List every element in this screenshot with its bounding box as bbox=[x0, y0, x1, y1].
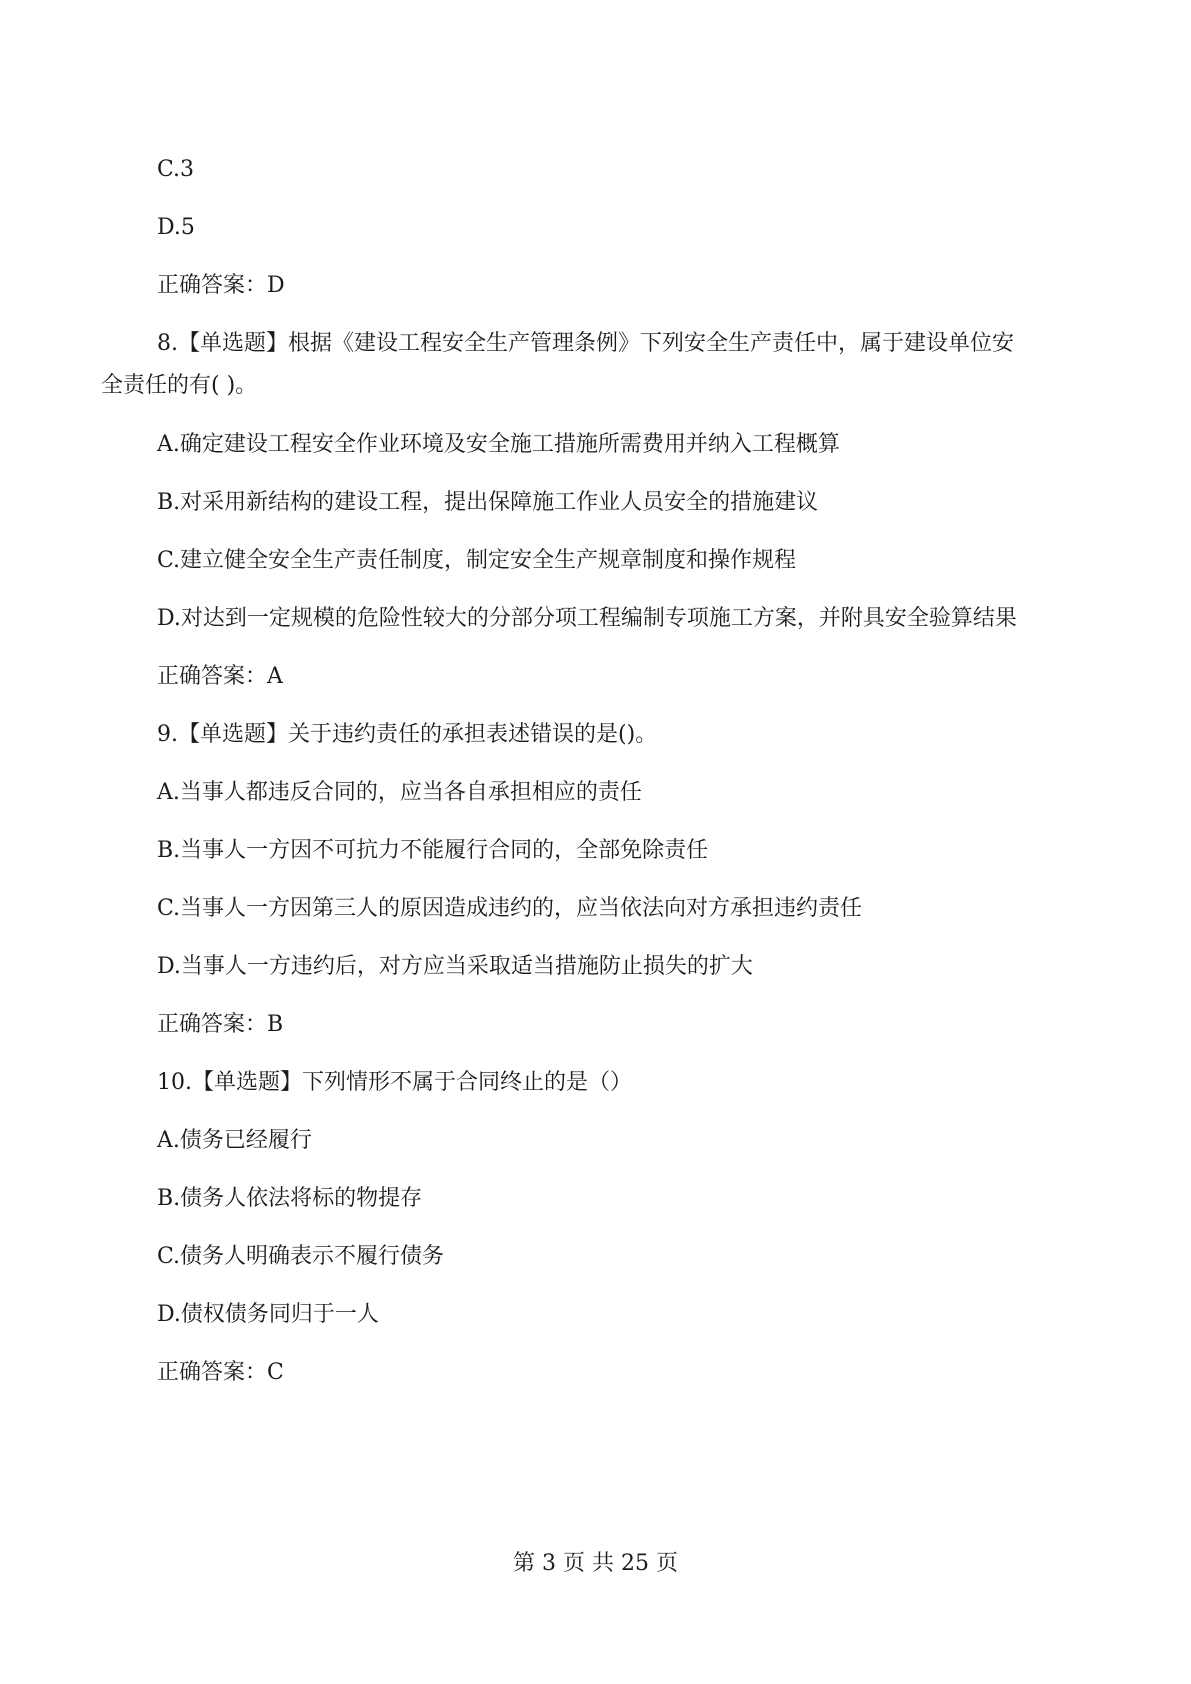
q9-option-c: C.当事人一方因第三人的原因造成违约的，应当依法向对方承担违约责任 bbox=[157, 896, 863, 921]
q9-option-d: D.当事人一方违约后，对方应当采取适当措施防止损失的扩大 bbox=[157, 954, 753, 979]
q10-option-a: A.债务已经履行 bbox=[157, 1128, 312, 1153]
q10-option-d: D.债权债务同归于一人 bbox=[157, 1302, 379, 1327]
q8-option-a: A.确定建设工程安全作业环境及安全施工措施所需费用并纳入工程概算 bbox=[157, 432, 840, 457]
q7-answer: 正确答案：D bbox=[157, 273, 285, 298]
q9-option-a: A.当事人都违反合同的，应当各自承担相应的责任 bbox=[157, 780, 642, 805]
q10-stem: 10.【单选题】下列情形不属于合同终止的是（） bbox=[157, 1070, 632, 1095]
q9-answer: 正确答案：B bbox=[157, 1012, 284, 1037]
q8-stem-line1: 8.【单选题】根据《建设工程安全生产管理条例》下列安全生产责任中，属于建设单位安 bbox=[157, 331, 1014, 356]
q9-stem: 9.【单选题】关于违约责任的承担表述错误的是()。 bbox=[157, 722, 658, 747]
q10-option-c: C.债务人明确表示不履行债务 bbox=[157, 1244, 445, 1269]
q7-option-d: D.5 bbox=[157, 215, 195, 240]
q8-option-b: B.对采用新结构的建设工程，提出保障施工作业人员安全的措施建议 bbox=[157, 490, 819, 515]
q10-answer: 正确答案：C bbox=[157, 1360, 284, 1385]
q8-answer: 正确答案：A bbox=[157, 664, 283, 689]
page-number-footer: 第 3 页 共 25 页 bbox=[513, 1551, 678, 1576]
q8-option-c: C.建立健全安全生产责任制度，制定安全生产规章制度和操作规程 bbox=[157, 548, 797, 573]
q7-option-c: C.3 bbox=[157, 157, 195, 182]
q10-option-b: B.债务人依法将标的物提存 bbox=[157, 1186, 423, 1211]
q8-option-d: D.对达到一定规模的危险性较大的分部分项工程编制专项施工方案，并附具安全验算结果 bbox=[157, 606, 1017, 631]
q8-stem-line2: 全责任的有( )。 bbox=[101, 373, 258, 398]
q9-option-b: B.当事人一方因不可抗力不能履行合同的，全部免除责任 bbox=[157, 838, 709, 863]
